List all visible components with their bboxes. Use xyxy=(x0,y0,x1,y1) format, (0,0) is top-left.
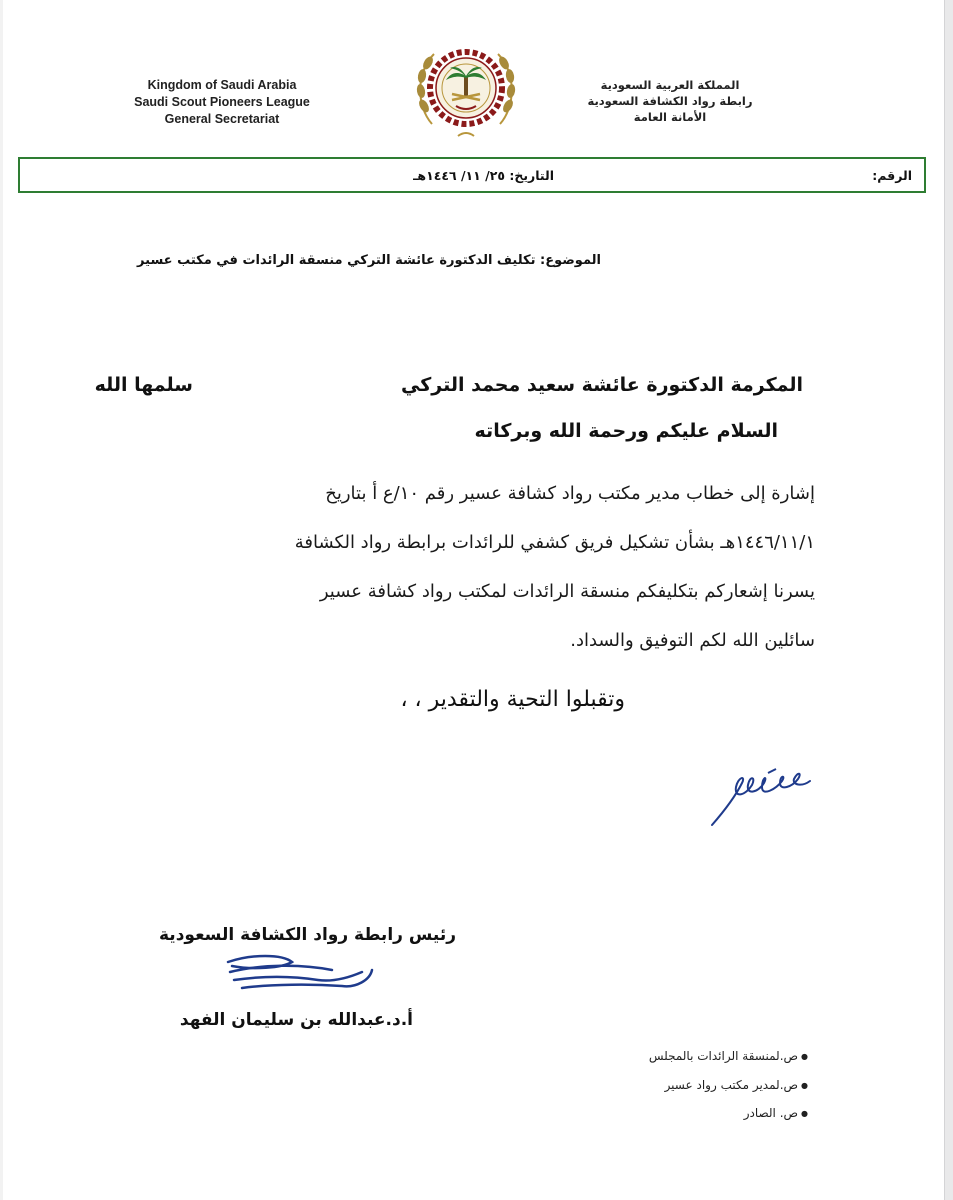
reference-number-label: الرقم: xyxy=(872,168,912,183)
letter-honorific: سلمها الله xyxy=(94,374,193,396)
scout-emblem-icon xyxy=(412,36,520,142)
cc-item: ● ص.لمدير مكتب رواد عسير xyxy=(665,1078,808,1092)
letter-greeting: السلام عليكم ورحمة الله وبركاته xyxy=(474,420,778,442)
letter-closing: وتقبلوا التحية والتقدير ، ، xyxy=(400,687,625,712)
header-arabic xyxy=(580,77,760,125)
president-signature-icon xyxy=(222,950,382,998)
cc-item: ● ص.لمنسقة الرائدات بالمجلس xyxy=(649,1049,808,1063)
page-edge-left xyxy=(0,0,3,1200)
letter-body-line: إشارة إلى خطاب مدير مكتب رواد كشافة عسير رقم ١٠/ع أ بتاريخ xyxy=(325,483,815,504)
header-english-line: General Secretariat xyxy=(164,112,280,126)
header-arabic-line: رابطة رواد الكشافة السعودية xyxy=(587,94,753,108)
cc-item: ● ص. الصادر xyxy=(744,1106,808,1120)
letter-body-line: ١٤٤٦/١١/١هـ بشأن تشكيل فريق كشفي للرائدات برابطة رواد الكشافة xyxy=(294,532,815,553)
letter-body-line: سائلين الله لكم التوفيق والسداد. xyxy=(570,630,815,651)
signatory-title: رئيس رابطة رواد الكشافة السعودية xyxy=(159,925,456,945)
reference-box xyxy=(18,157,926,193)
reference-date: التاريخ: ٢٥/ ١١/ ١٤٤٦هـ xyxy=(413,168,554,183)
header-english xyxy=(112,77,332,128)
letter-addressee: المكرمة الدكتورة عائشة سعيد محمد التركي xyxy=(400,374,803,396)
letter-body-line: يسرنا إشعاركم بتكليفكم منسقة الرائدات لمكتب رواد كشافة عسير xyxy=(319,581,815,602)
header-arabic-line: الأمانة العامة xyxy=(633,110,707,124)
header-english-line: Saudi Scout Pioneers League xyxy=(134,95,310,109)
letter-subject: الموضوع: تكليف الدكتورة عائشة التركي منسقة الرائدات في مكتب عسير xyxy=(137,253,601,268)
header-arabic-line: المملكة العربية السعودية xyxy=(600,78,740,92)
header-english-line: Kingdom of Saudi Arabia xyxy=(147,78,297,92)
page-edge-right xyxy=(944,0,953,1200)
signatory-name: أ.د.عبدالله بن سليمان الفهد xyxy=(179,1010,413,1030)
handwritten-signature-icon xyxy=(706,765,816,830)
